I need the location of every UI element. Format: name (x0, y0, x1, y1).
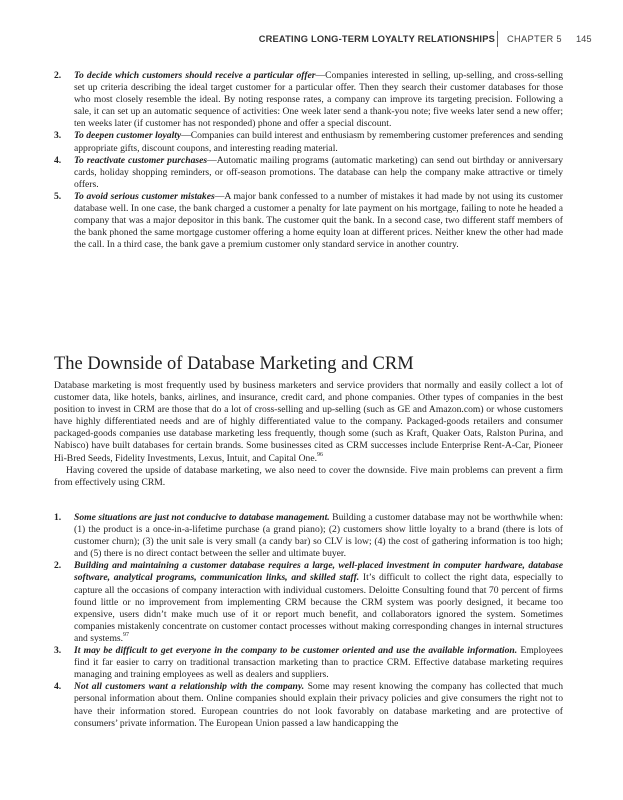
list-lead: Not all customers want a relationship with the company. (74, 681, 305, 693)
list-lead: Building and maintaining a customer database requires a large, well-placed investment in computer hardware, database software, analytical programs, communication links, and skilled staff. (74, 560, 563, 584)
paragraph-text: Database marketing is most frequently used by business marketers and service providers that normally and easily collect a lot of customer data, like hotels, banks, airlines, and insurance, credit card, and phone companies. Other types of companies in the best position to invest in CRM are those that do a lot of cross-selling and up-selling (such as GE and Amazon.com) or whose customers have highly differentiated needs and are of highly differentiated value to the company. Packaged-goods retailers and consumer packaged-goods companies use database marketing less frequently, though some (such as Kraft, Quaker Oats, Ralston Purina, and Nabisco) have built databases for certain brands. Some businesses cited as CRM successes include Enterprise Rent-A-Car, Pioneer Hi-Bred Seeds, Fidelity Investments, Lexus, Intuit, and Capital One. (54, 380, 563, 464)
list-body: Building a customer database may not be worthwhile when: (1) the product is a once-in-a-lifetime purchase (a grand piano); (2) customers show little loyalty to a brand (there is lots of customer churn); (3) the unit sale is very small (a candy bar) so CLV is low; (4) the cost of gathering information is too high; and (5) there is no direct contact between the seller and ultimate buyer. (74, 512, 563, 560)
numbered-list-top (54, 70, 563, 251)
list-body: It’s difficult to collect the right data, especially to capture all the occasions of company interaction with individual customers. Deloitte Consulting found that 70 percent of firms found little or no improvement from implementing CRM because the CRM system was poorly designed, it became too expensive, users didn’t make much use of it or report much benefit, and collaborators ignored the system. Sometimes companies mistakenly concentrate on customer contact processes without making corresponding changes in internal structures and systems. (74, 572, 564, 644)
list-item (54, 645, 563, 681)
paragraph-text: Having covered the upside of database marketing, we also need to cover the downside. Five main problems can prevent a firm from effectively using CRM. (54, 464, 563, 488)
body-paragraph (54, 465, 563, 489)
list-item (54, 191, 563, 251)
list-body: —Companies can build interest and enthusiasm by remembering customer preferences and sending appropriate gifts, discount coupons, and interesting reading material. (74, 130, 563, 154)
list-body: Some may resent knowing the company has collected that much personal information about them. Online companies should explain their privacy policies and give consumers the right not to have their information stored. European countries do not look favorably on database marketing and are protective of consumers’ private information. The European Union passed a law handicapping the (74, 681, 563, 729)
list-number: 3. (54, 130, 62, 142)
list-number: 3. (54, 645, 62, 657)
list-number: 2. (54, 560, 62, 572)
section-heading: The Downside of Database Marketing and CRM (54, 354, 414, 374)
list-lead: To reactivate customer purchases (74, 154, 208, 166)
list-number: 5. (54, 190, 62, 202)
header-divider (497, 31, 498, 47)
list-lead: To avoid serious customer mistakes (74, 190, 215, 202)
footnote-marker: 97 (123, 631, 130, 638)
list-body: Employees find it far easier to carry on traditional transaction marketing than to practice CRM. Effective database marketing requires managing and training employees as well as dealers and suppliers. (74, 645, 563, 681)
list-body: —A major bank confessed to a number of mistakes it had made by not using its customer database well. In one case, the bank charged a customer a penalty for late payment on his mortgage, failing to note he headed a company that was a major depositor in this bank. The customer quit the bank. In a second case, two different staff members of the bank phoned the same mortgage customer offering a home equity loan at different prices. Neither knew the other had made the call. In a third case, the bank gave a premium customer only standard service in another country. (74, 190, 563, 251)
list-item (54, 70, 563, 130)
list-number: 4. (54, 681, 62, 693)
list-lead: It may be difficult to get everyone in the company to be customer oriented and use the available information. (74, 645, 518, 657)
list-number: 4. (54, 154, 62, 166)
list-item (54, 681, 563, 729)
list-item (54, 130, 563, 154)
list-lead: To deepen customer loyalty (74, 130, 182, 142)
chapter-label: CHAPTER 5 (507, 34, 562, 44)
list-item (54, 560, 563, 645)
numbered-list-bottom (54, 512, 563, 730)
list-body: —Companies interested in selling, up-selling, and cross-selling set up criteria describing the ideal target customer for a particular offer. Then they search their customer databases for those who most closely resemble the ideal. By noting response rates, a company can improve its targeting precision. Following a sale, it can set up an automatic sequence of activities: One week later send a thank-you note; five weeks later send a new offer; ten weeks later (if customer has not responded) phone and offer a special discount. (74, 70, 563, 130)
list-lead: Some situations are just not conducive to database management. (74, 512, 330, 523)
list-item (54, 155, 563, 191)
running-title: CREATING LONG-TERM LOYALTY RELATIONSHIPS (258, 34, 495, 44)
page-number: 145 (576, 34, 592, 44)
body-paragraph (54, 380, 563, 465)
list-lead: To decide which customers should receive a particular offer (74, 70, 316, 81)
list-body: —Automatic mailing programs (automatic marketing) can send out birthday or anniversary cards, holiday shopping reminders, or off-season promotions. The database can help the company make attractive or timely offers. (74, 154, 563, 190)
list-item (54, 512, 563, 560)
footnote-marker: 96 (317, 451, 323, 458)
list-number: 2. (54, 70, 62, 81)
section-body (54, 380, 563, 489)
running-header (0, 34, 596, 48)
list-number: 1. (54, 512, 62, 523)
